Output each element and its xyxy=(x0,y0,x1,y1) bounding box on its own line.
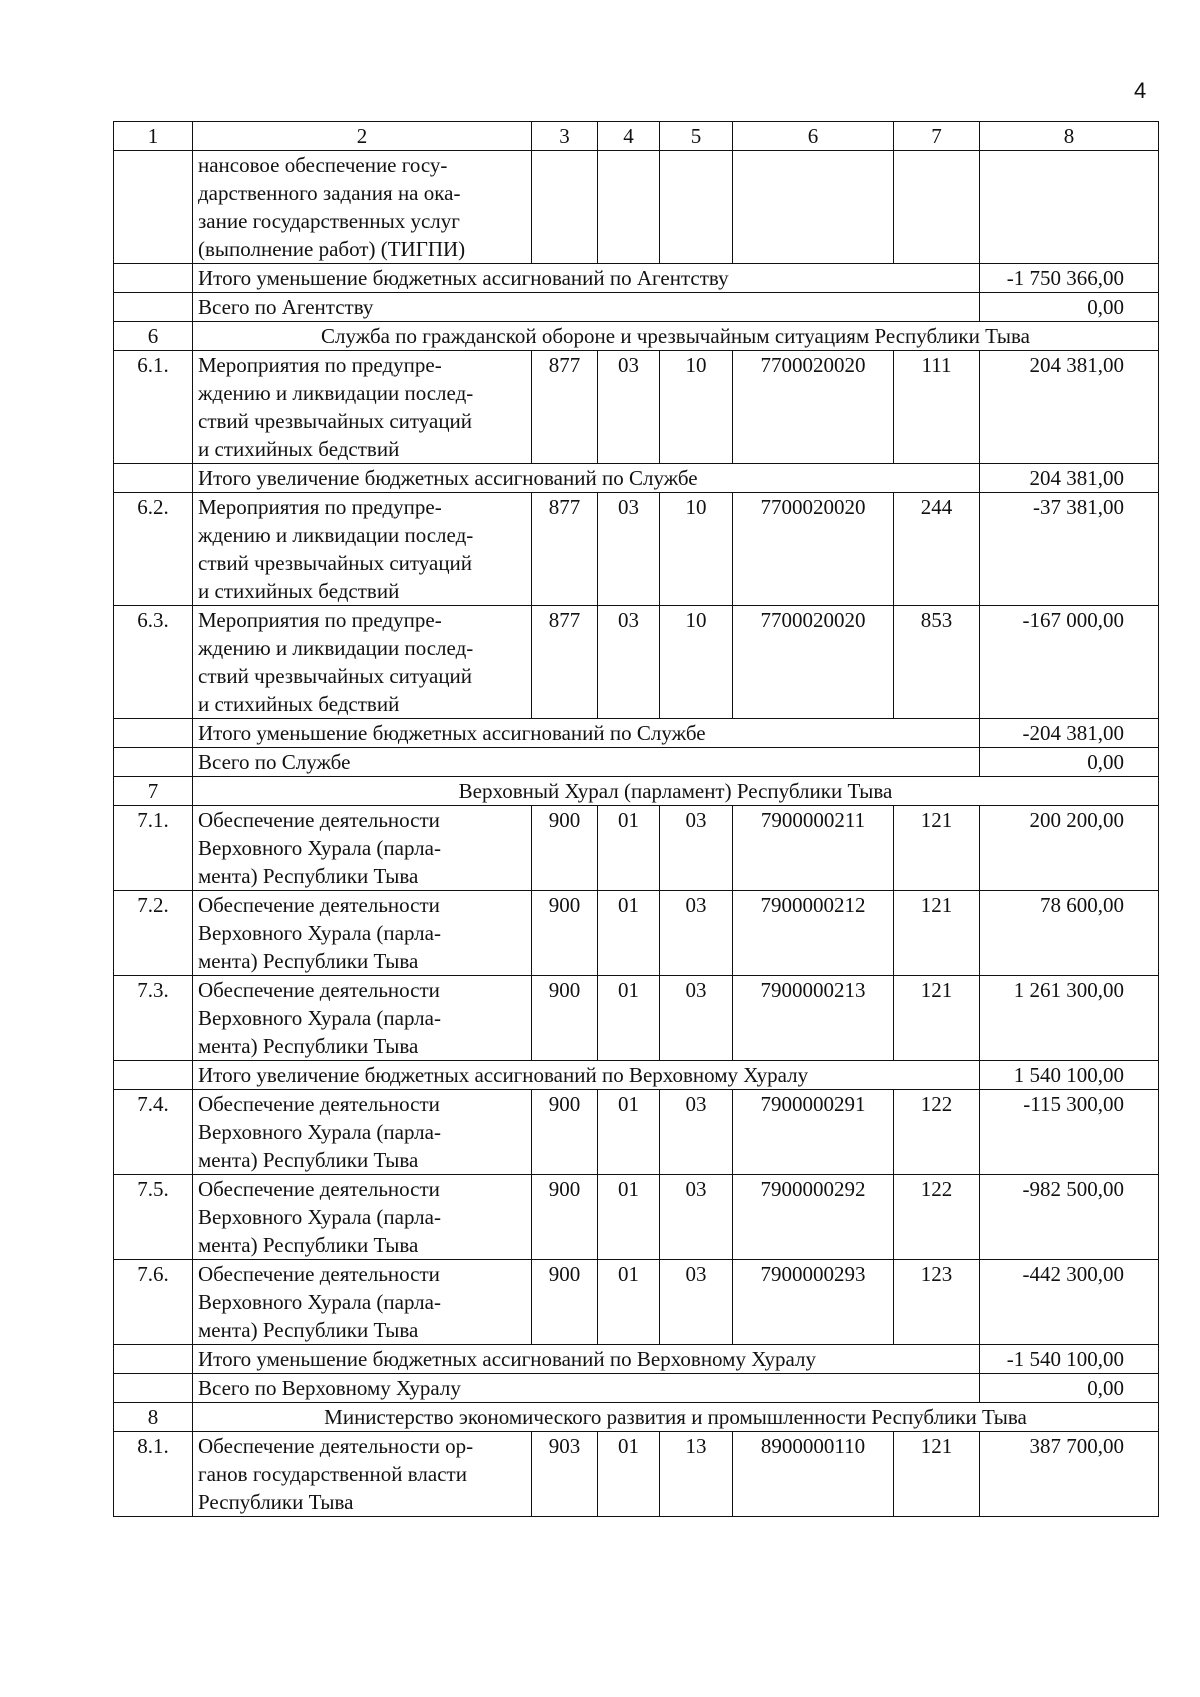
amount-cell: 78 600,00 xyxy=(980,891,1159,976)
row-number: 7.3. xyxy=(114,976,193,1061)
page-number: 4 xyxy=(1134,78,1147,103)
total-label: Итого увеличение бюджетных ассигнований по Службе xyxy=(193,464,980,493)
table-row xyxy=(114,1090,1159,1175)
header-cell: 5 xyxy=(660,122,733,151)
total-row xyxy=(114,293,1159,322)
section-code: 03 xyxy=(598,606,660,719)
total-label: Итого уменьшение бюджетных ассигнований по Агентству xyxy=(193,264,980,293)
section-code: 03 xyxy=(598,493,660,606)
item-description: Обеспечение деятельности Верховного Хурала (парла- мента) Республики Тыва xyxy=(193,1090,532,1175)
row-number xyxy=(114,151,193,264)
amount-cell: 204 381,00 xyxy=(980,464,1159,493)
total-label: Итого увеличение бюджетных ассигнований по Верховному Хуралу xyxy=(193,1061,980,1090)
amount-cell: -1 750 366,00 xyxy=(980,264,1159,293)
row-number xyxy=(114,1061,193,1090)
item-description: Обеспечение деятельности ор- ганов государственной власти Республики Тыва xyxy=(193,1432,532,1517)
amount-cell: -167 000,00 xyxy=(980,606,1159,719)
header-cell: 4 xyxy=(598,122,660,151)
section-code: 01 xyxy=(598,1432,660,1517)
row-number xyxy=(114,293,193,322)
row-number xyxy=(114,264,193,293)
header-cell: 1 xyxy=(114,122,193,151)
target-article-code: 7900000212 xyxy=(733,891,894,976)
target-article-code: 7900000291 xyxy=(733,1090,894,1175)
ministry-code: 877 xyxy=(532,351,598,464)
item-description: Обеспечение деятельности Верховного Хурала (парла- мента) Республики Тыва xyxy=(193,1175,532,1260)
expense-type-code: 244 xyxy=(894,493,980,606)
item-description: нансовое обеспечение госу- дарственного задания на ока- зание государственных услуг (выполнение работ) (ТИГПИ) xyxy=(193,151,532,264)
row-number xyxy=(114,719,193,748)
subsection-code: 03 xyxy=(660,1175,733,1260)
budget-table xyxy=(113,121,1159,1517)
row-number: 7.4. xyxy=(114,1090,193,1175)
row-number: 7.5. xyxy=(114,1175,193,1260)
amount-cell: 0,00 xyxy=(980,293,1159,322)
row-number: 6.1. xyxy=(114,351,193,464)
row-number: 6 xyxy=(114,322,193,351)
amount-cell: 1 261 300,00 xyxy=(980,976,1159,1061)
amount-cell: 1 540 100,00 xyxy=(980,1061,1159,1090)
table-row xyxy=(114,806,1159,891)
ministry-code: 900 xyxy=(532,1260,598,1345)
table-row xyxy=(114,891,1159,976)
expense-type-code: 122 xyxy=(894,1090,980,1175)
table-row xyxy=(114,976,1159,1061)
subsection-code xyxy=(660,151,733,264)
section-header-row xyxy=(114,777,1159,806)
subsection-code: 10 xyxy=(660,351,733,464)
section-title: Служба по гражданской обороне и чрезвычайным ситуациям Республики Тыва xyxy=(193,322,1159,351)
row-number: 7 xyxy=(114,777,193,806)
total-row xyxy=(114,748,1159,777)
ministry-code: 900 xyxy=(532,1090,598,1175)
total-label: Итого уменьшение бюджетных ассигнований по Верховному Хуралу xyxy=(193,1345,980,1374)
total-row xyxy=(114,1345,1159,1374)
row-number: 7.6. xyxy=(114,1260,193,1345)
row-number: 6.2. xyxy=(114,493,193,606)
target-article-code: 7900000293 xyxy=(733,1260,894,1345)
amount-cell: 387 700,00 xyxy=(980,1432,1159,1517)
section-code: 01 xyxy=(598,1090,660,1175)
section-header-row xyxy=(114,1403,1159,1432)
subsection-code: 10 xyxy=(660,493,733,606)
amount-cell: -204 381,00 xyxy=(980,719,1159,748)
total-label: Итого уменьшение бюджетных ассигнований по Службе xyxy=(193,719,980,748)
target-article-code xyxy=(733,151,894,264)
section-code: 01 xyxy=(598,976,660,1061)
item-description: Мероприятия по предупре- ждению и ликвидации послед- ствий чрезвычайных ситуаций и стихийных бедствий xyxy=(193,351,532,464)
section-code: 01 xyxy=(598,1175,660,1260)
target-article-code: 8900000110 xyxy=(733,1432,894,1517)
row-number: 7.2. xyxy=(114,891,193,976)
section-header-row xyxy=(114,322,1159,351)
ministry-code: 903 xyxy=(532,1432,598,1517)
section-code xyxy=(598,151,660,264)
table-row xyxy=(114,151,1159,264)
subsection-code: 03 xyxy=(660,891,733,976)
amount-cell: -442 300,00 xyxy=(980,1260,1159,1345)
ministry-code: 900 xyxy=(532,976,598,1061)
target-article-code: 7700020020 xyxy=(733,351,894,464)
row-number: 8.1. xyxy=(114,1432,193,1517)
expense-type-code: 121 xyxy=(894,806,980,891)
amount-cell: -982 500,00 xyxy=(980,1175,1159,1260)
section-code: 01 xyxy=(598,1260,660,1345)
section-code: 01 xyxy=(598,806,660,891)
header-cell: 8 xyxy=(980,122,1159,151)
target-article-code: 7700020020 xyxy=(733,493,894,606)
item-description: Обеспечение деятельности Верховного Хурала (парла- мента) Республики Тыва xyxy=(193,806,532,891)
amount-cell: -37 381,00 xyxy=(980,493,1159,606)
target-article-code: 7900000292 xyxy=(733,1175,894,1260)
expense-type-code: 121 xyxy=(894,976,980,1061)
table-row xyxy=(114,1260,1159,1345)
target-article-code: 7900000213 xyxy=(733,976,894,1061)
total-row xyxy=(114,464,1159,493)
total-row xyxy=(114,1374,1159,1403)
item-description: Мероприятия по предупре- ждению и ликвидации послед- ствий чрезвычайных ситуаций и стихийных бедствий xyxy=(193,493,532,606)
total-row xyxy=(114,1061,1159,1090)
amount-cell: -115 300,00 xyxy=(980,1090,1159,1175)
expense-type-code xyxy=(894,151,980,264)
total-label: Всего по Агентству xyxy=(193,293,980,322)
subsection-code: 03 xyxy=(660,806,733,891)
ministry-code: 877 xyxy=(532,493,598,606)
amount-cell: 0,00 xyxy=(980,1374,1159,1403)
header-cell: 3 xyxy=(532,122,598,151)
subsection-code: 03 xyxy=(660,976,733,1061)
header-cell: 7 xyxy=(894,122,980,151)
expense-type-code: 853 xyxy=(894,606,980,719)
row-number xyxy=(114,748,193,777)
header-cell: 2 xyxy=(193,122,532,151)
subsection-code: 03 xyxy=(660,1260,733,1345)
amount-cell: -1 540 100,00 xyxy=(980,1345,1159,1374)
table-row xyxy=(114,606,1159,719)
row-number xyxy=(114,464,193,493)
table-header-row xyxy=(114,122,1159,151)
item-description: Обеспечение деятельности Верховного Хурала (парла- мента) Республики Тыва xyxy=(193,891,532,976)
subsection-code: 03 xyxy=(660,1090,733,1175)
total-label: Всего по Службе xyxy=(193,748,980,777)
subsection-code: 13 xyxy=(660,1432,733,1517)
amount-cell: 0,00 xyxy=(980,748,1159,777)
section-title: Министерство экономического развития и промышленности Республики Тыва xyxy=(193,1403,1159,1432)
ministry-code xyxy=(532,151,598,264)
expense-type-code: 121 xyxy=(894,891,980,976)
table-row xyxy=(114,1432,1159,1517)
row-number: 7.1. xyxy=(114,806,193,891)
amount-cell xyxy=(980,151,1159,264)
row-number: 8 xyxy=(114,1403,193,1432)
expense-type-code: 122 xyxy=(894,1175,980,1260)
total-row xyxy=(114,719,1159,748)
target-article-code: 7700020020 xyxy=(733,606,894,719)
row-number xyxy=(114,1374,193,1403)
total-row xyxy=(114,264,1159,293)
table-row xyxy=(114,493,1159,606)
table-row xyxy=(114,351,1159,464)
ministry-code: 877 xyxy=(532,606,598,719)
item-description: Мероприятия по предупре- ждению и ликвидации послед- ствий чрезвычайных ситуаций и стихийных бедствий xyxy=(193,606,532,719)
item-description: Обеспечение деятельности Верховного Хурала (парла- мента) Республики Тыва xyxy=(193,976,532,1061)
row-number xyxy=(114,1345,193,1374)
row-number: 6.3. xyxy=(114,606,193,719)
amount-cell: 204 381,00 xyxy=(980,351,1159,464)
table-row xyxy=(114,1175,1159,1260)
ministry-code: 900 xyxy=(532,1175,598,1260)
section-code: 03 xyxy=(598,351,660,464)
item-description: Обеспечение деятельности Верховного Хурала (парла- мента) Республики Тыва xyxy=(193,1260,532,1345)
expense-type-code: 111 xyxy=(894,351,980,464)
section-code: 01 xyxy=(598,891,660,976)
header-cell: 6 xyxy=(733,122,894,151)
section-title: Верховный Хурал (парламент) Республики Тыва xyxy=(193,777,1159,806)
ministry-code: 900 xyxy=(532,806,598,891)
subsection-code: 10 xyxy=(660,606,733,719)
target-article-code: 7900000211 xyxy=(733,806,894,891)
amount-cell: 200 200,00 xyxy=(980,806,1159,891)
ministry-code: 900 xyxy=(532,891,598,976)
expense-type-code: 123 xyxy=(894,1260,980,1345)
total-label: Всего по Верховному Хуралу xyxy=(193,1374,980,1403)
expense-type-code: 121 xyxy=(894,1432,980,1517)
